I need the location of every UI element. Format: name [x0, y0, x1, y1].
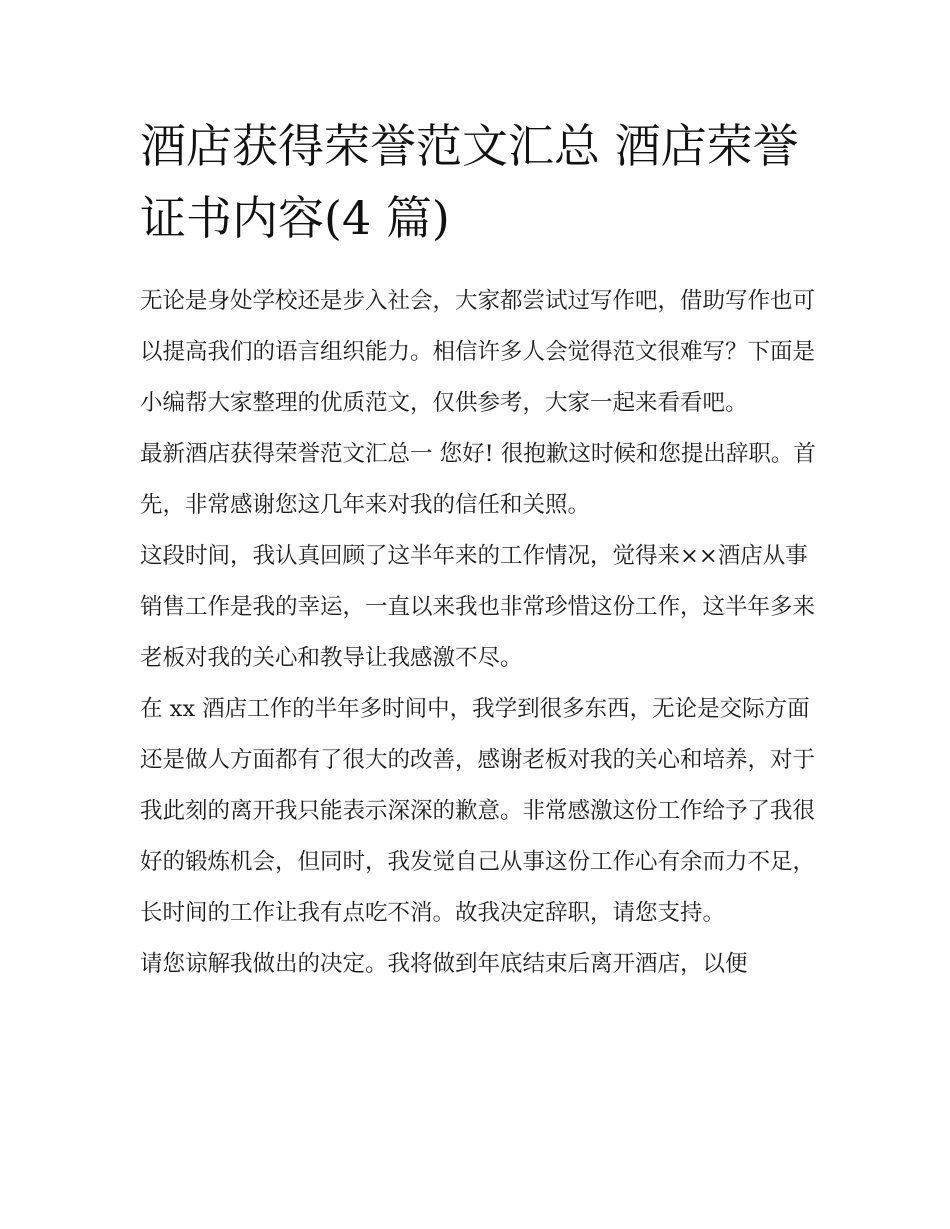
- paragraph-decision: 请您谅解我做出的决定。我将做到年底结束后离开酒店，以便: [140, 951, 748, 977]
- paragraph-greeting: 最新酒店获得荣誉范文汇总一 您好! 很抱歉这时候和您提出辞职。首先，非常感谢您这几年来对我的信任和关照。: [140, 441, 816, 518]
- document-title: 酒店获得荣誉范文汇总 酒店荣誉证书内容(4 篇): [140, 119, 799, 245]
- paragraph-review: 这段时间，我认真回顾了这半年来的工作情况，觉得来××酒店从事销售工作是我的幸运，一直以来我也非常珍惜这份工作，这半年多来老板对我的关心和教导让我感激不尽。: [140, 543, 816, 671]
- document-body: [140, 276, 820, 990]
- paragraph-experience: 在 xx 酒店工作的半年多时间中，我学到很多东西，无论是交际方面还是做人方面都有了很大的改善，感谢老板对我的关心和培养，对于我此刻的离开我只能表示深深的歉意。非常感激这份工作给予了我很好的锻炼机会，但同时，我发觉自己从事这份工作心有余而力不足，长时间的工作让我有点吃不消。故我决定辞职，请您支持。: [140, 696, 816, 926]
- paragraph-intro: 无论是身处学校还是步入社会，大家都尝试过写作吧，借助写作也可以提高我们的语言组织能力。相信许多人会觉得范文很难写？下面是小编帮大家整理的优质范文，仅供参考，大家一起来看看吧。: [140, 288, 816, 416]
